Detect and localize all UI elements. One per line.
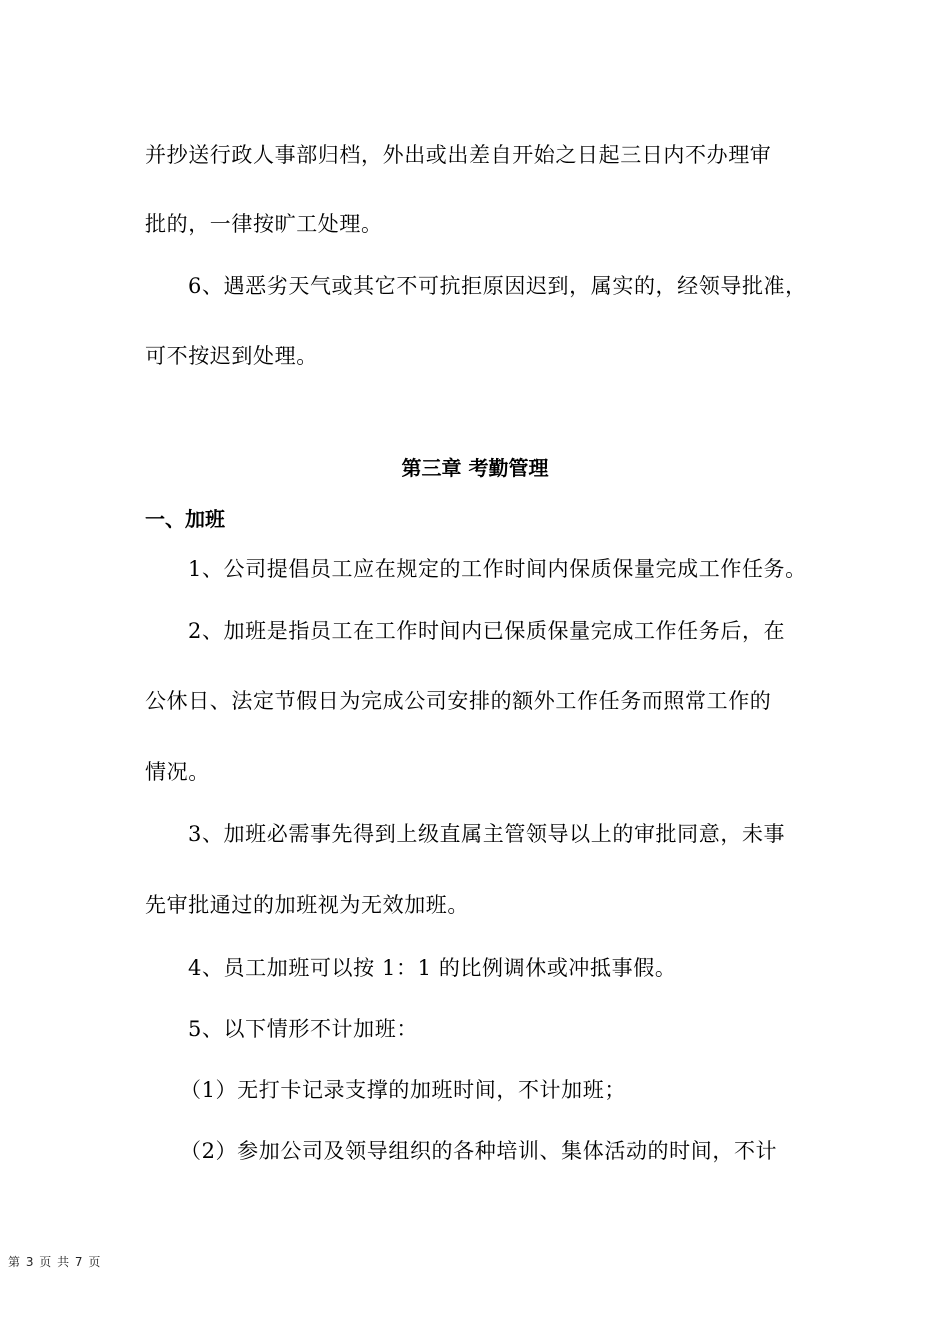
list-item-line: 公休日、法定节假日为完成公司安排的额外工作任务而照常工作的 <box>145 689 772 713</box>
sub-list-item: （1）无打卡记录支撑的加班时间，不计加班； <box>180 1078 626 1102</box>
paragraph-line: 并抄送行政人事部归档，外出或出差自开始之日起三日内不办理审 <box>145 143 772 167</box>
page-footer: 第 3 页 共 7 页 <box>8 1255 102 1269</box>
list-item-line: 5、以下情形不计加班： <box>188 1017 418 1041</box>
list-item-line: 1、公司提倡员工应在规定的工作时间内保质保量完成工作任务。 <box>188 557 807 581</box>
sub-list-item: （2）参加公司及领导组织的各种培训、集体活动的时间，不计 <box>180 1139 778 1163</box>
paragraph-line: 可不按迟到处理。 <box>145 344 318 368</box>
paragraph-line: 6、遇恶劣天气或其它不可抗拒原因迟到，属实的，经领导批准， <box>188 274 807 298</box>
list-item-line: 3、加班必需事先得到上级直属主管领导以上的审批同意，未事 <box>188 822 786 846</box>
section-heading: 一、加班 <box>145 507 225 531</box>
list-item-line: 2、加班是指员工在工作时间内已保质保量完成工作任务后，在 <box>188 619 786 643</box>
list-item-line: 4、员工加班可以按 1：1 的比例调休或冲抵事假。 <box>188 956 677 980</box>
chapter-title: 第三章 考勤管理 <box>401 456 549 480</box>
list-item-line: 情况。 <box>145 760 210 784</box>
list-item-line: 先审批通过的加班视为无效加班。 <box>145 893 469 917</box>
paragraph-line: 批的，一律按旷工处理。 <box>145 212 383 236</box>
